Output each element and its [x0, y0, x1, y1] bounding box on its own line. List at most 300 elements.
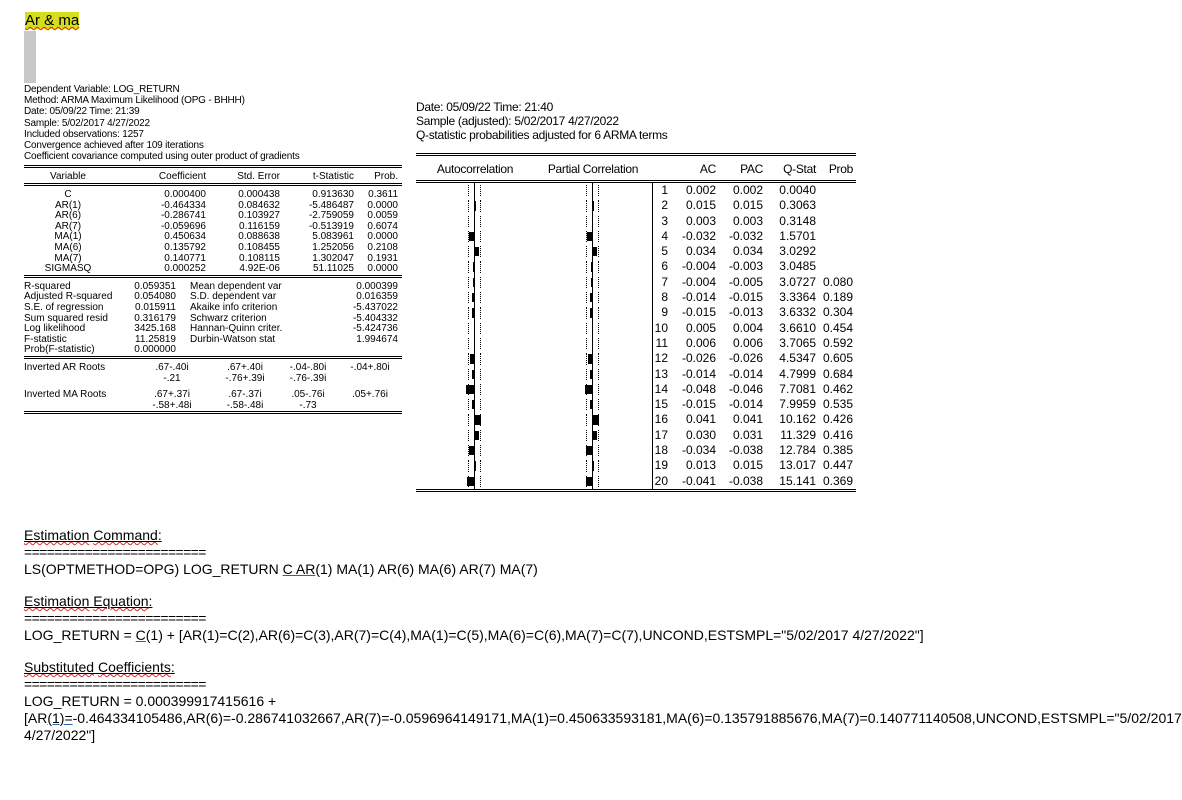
coef-variable: AR(6) [54, 210, 82, 222]
prob-value: 0.605 [822, 351, 853, 366]
zero-axis-line [592, 367, 593, 382]
q-stat-value: 0.0040 [779, 183, 816, 197]
header-line-method: Method: ARMA Maximum Likelihood (OPG - BHHH) [24, 95, 245, 107]
coef-std-error: 4.92E-06 [239, 263, 280, 275]
prob-value: 0.189 [822, 290, 853, 305]
pac-value: 0.034 [732, 244, 763, 259]
q-stat-value: 0.3063 [779, 198, 816, 213]
col-header-variable: Variable [50, 171, 86, 183]
pac-value: 0.031 [732, 427, 763, 442]
correlation-bar [473, 262, 474, 271]
prob-value [819, 244, 856, 259]
coef-prob: 0.3611 [368, 189, 398, 201]
coef-prob: 0.0000 [367, 231, 398, 243]
partial-correlation-bar-cell [534, 275, 652, 290]
partial-correlation-bar-cell [534, 336, 652, 351]
pac-value: -0.015 [728, 290, 763, 305]
confidence-bound-line [598, 200, 599, 211]
separator-line: ======================== [24, 676, 206, 692]
stat-label [190, 345, 316, 356]
confidence-bound-line [598, 292, 599, 303]
correlation-bar [588, 354, 592, 363]
coef-value: -0.286741 [160, 210, 206, 222]
confidence-bound-line [480, 277, 481, 288]
coef-std-error: 0.084632 [238, 199, 280, 211]
substituted-coefficients-line: LOG_RETURN = 0.000399917415616 + [AR(1)=-0.464334105486,AR(6)=-0.286741032667,AR(7)=-0.0596964149171,MA(1)=0.450633593181,MA(6)=0.135791885676,MA(7)=0.140771140508,UNCOND,ESTSMPL="5/02/2017 4/27/2022"] [24, 693, 1182, 743]
autocorrelation-bar-cell [416, 244, 534, 259]
confidence-bound-line [468, 414, 469, 425]
stat-label: Durbin-Watson stat [190, 333, 276, 345]
col-header-t-statistic: t-Statistic [312, 171, 354, 183]
confidence-bound-line [586, 277, 587, 288]
correlation-bar [592, 217, 593, 226]
correlogram-row [416, 182, 856, 199]
document-title-text: Ar & ma [25, 12, 80, 29]
coef-t-statistic: -2.759059 [308, 210, 354, 222]
correlogram-row [416, 198, 856, 213]
prob-value [819, 229, 856, 244]
correlation-bar [592, 201, 594, 210]
stat-label: Akaike info criterion [190, 301, 278, 313]
confidence-bound-line [586, 185, 587, 196]
autocorrelation-bar-cell [416, 214, 534, 229]
coef-t-statistic: -5.486487 [308, 199, 354, 211]
ac-value: -0.034 [681, 443, 716, 458]
ac-value: -0.041 [681, 473, 716, 488]
pac-value: 0.004 [732, 320, 763, 335]
stat-value: -5.437022 [352, 301, 398, 313]
q-stat-value: 4.7999 [779, 366, 816, 381]
prob-value [819, 198, 856, 213]
confidence-bound-line [586, 246, 587, 257]
stat-value: 3425.168 [134, 323, 176, 335]
correlogram-row [416, 412, 856, 427]
correlogram-row [416, 214, 856, 229]
confidence-bound-line [598, 338, 599, 349]
autocorrelation-bar-cell [416, 428, 534, 443]
pac-value: 0.041 [732, 412, 763, 427]
confidence-bound-line [480, 445, 481, 456]
confidence-bound-line [598, 369, 599, 380]
header-line-sample: Sample: 5/02/2017 4/27/2022 [24, 117, 150, 129]
q-stat-value: 7.7081 [779, 381, 816, 396]
correlation-bar [473, 278, 474, 287]
confidence-bound-line [480, 246, 481, 257]
stat-label: Hannan-Quinn criter. [190, 323, 283, 335]
confidence-bound-line [468, 277, 469, 288]
confidence-bound-line [586, 323, 587, 334]
confidence-bound-line [598, 430, 599, 441]
estimation-command-line: LS(OPTMETHOD=OPG) LOG_RETURN C AR(1) MA(1) AR(6) MA(6) AR(7) MA(7) [24, 561, 538, 577]
coef-variable: SIGMASQ [44, 263, 92, 275]
col-header-pac: PAC [740, 162, 763, 176]
coef-prob: 0.0000 [367, 199, 398, 211]
roots-row [24, 387, 402, 401]
pac-value: -0.014 [728, 397, 763, 412]
header-line-dependent: Dependent Variable: LOG_RETURN [24, 84, 180, 95]
header-line-covariance: Coefficient covariance computed using outer product of gradients [24, 151, 300, 163]
ac-value: -0.004 [681, 274, 716, 289]
confidence-bound-line [598, 261, 599, 272]
partial-correlation-bar-cell [534, 367, 652, 382]
partial-correlation-bar-cell [534, 259, 652, 274]
lag-number: 12 [652, 351, 672, 366]
coef-variable: AR(7) [54, 220, 82, 232]
correlogram-row [416, 367, 856, 382]
lag-number: 15 [652, 397, 672, 412]
confidence-bound-line [480, 369, 481, 380]
q-stat-value: 3.6332 [779, 305, 816, 320]
autocorrelation-bar-cell [416, 458, 534, 473]
pac-value: -0.003 [728, 259, 763, 274]
col-header-std-error: Std. Error [237, 171, 280, 183]
separator-line: ======================== [24, 544, 206, 560]
confidence-bound-line [468, 460, 469, 471]
correlation-bar [472, 400, 474, 409]
estimation-equation-heading: Estimation Equation: [24, 593, 153, 609]
partial-correlation-bar-cell [534, 321, 652, 336]
correlation-bar [472, 293, 474, 302]
inverted-roots [24, 363, 402, 411]
coef-std-error: 0.000438 [238, 189, 280, 201]
confidence-bound-line [586, 307, 587, 318]
correlation-bar [591, 278, 592, 287]
confidence-bound-line [468, 399, 469, 410]
coef-std-error: 0.116159 [239, 220, 280, 232]
pac-value: -0.014 [728, 366, 763, 381]
confidence-bound-line [480, 384, 481, 395]
zero-axis-line [474, 259, 475, 274]
substituted-coefficients-heading: Substituted Coefficients: [24, 659, 175, 675]
confidence-bound-line [586, 414, 587, 425]
coef-variable: C [64, 189, 72, 201]
prob-value: 0.454 [822, 320, 853, 335]
root-value: -.04-.80i [289, 361, 327, 373]
correlogram-row [416, 259, 856, 274]
stat-value: 0.015911 [135, 301, 176, 313]
estimation-output-panel [24, 84, 402, 418]
autocorrelation-bar-cell [416, 198, 534, 213]
autocorrelation-bar-cell [416, 474, 534, 491]
col-header-prob: Prob. [374, 171, 398, 183]
confidence-bound-line [480, 399, 481, 410]
ac-value: -0.015 [681, 305, 716, 320]
ac-value: 0.003 [685, 213, 716, 228]
confidence-bound-line [468, 323, 469, 334]
q-stat-value: 3.0727 [779, 274, 816, 289]
correlation-bar [590, 293, 592, 302]
coef-prob: 0.0000 [367, 263, 398, 275]
autocorrelation-bar-cell [416, 229, 534, 244]
ac-value: -0.032 [681, 228, 716, 243]
stat-label: Log likelihood [24, 323, 86, 335]
partial-correlation-bar-cell [534, 412, 652, 427]
correlation-bar [472, 308, 474, 317]
root-value: .67-.40i [155, 361, 189, 373]
correlogram-row [416, 336, 856, 351]
pac-value: -0.046 [728, 381, 763, 396]
confidence-bound-line [468, 307, 469, 318]
confidence-bound-line [480, 307, 481, 318]
prob-value: 0.416 [822, 427, 853, 442]
ac-value: 0.041 [685, 412, 716, 427]
correlation-bar [474, 186, 475, 195]
roots-row [24, 363, 402, 374]
prob-value: 0.385 [822, 443, 853, 458]
partial-correlation-bar-cell [534, 474, 652, 491]
roots-label [24, 374, 132, 388]
correlogram-header [416, 100, 667, 142]
prob-value: 0.592 [822, 335, 853, 350]
command-text-block [24, 527, 1182, 759]
zero-axis-line [474, 367, 475, 382]
q-stat-value: 3.0485 [779, 259, 816, 274]
coef-prob: 0.2108 [367, 241, 398, 253]
zero-axis-line [592, 259, 593, 274]
autocorrelation-bar-cell [416, 412, 534, 427]
coef-value: 0.140771 [164, 252, 206, 264]
q-stat-value: 15.141 [779, 473, 816, 488]
confidence-bound-line [468, 338, 469, 349]
correlation-bar [592, 431, 597, 440]
prob-value: 0.080 [822, 274, 853, 289]
confidence-bound-line [480, 200, 481, 211]
stats-row [24, 345, 402, 356]
zero-axis-line [592, 275, 593, 290]
coef-t-statistic: 0.913630 [312, 189, 354, 201]
ac-value: -0.026 [681, 351, 716, 366]
col-header-autocorrelation: Autocorrelation [436, 162, 514, 176]
confidence-bound-line [598, 277, 599, 288]
stat-label: Adjusted R-squared [24, 291, 113, 303]
q-stat-value: 1.5701 [779, 228, 816, 243]
q-stat-value: 0.3148 [779, 213, 816, 228]
correlogram-row [416, 397, 856, 412]
correlation-bar [592, 186, 593, 195]
gray-bracket-decoration [24, 31, 36, 83]
autocorrelation-bar-cell [416, 382, 534, 397]
prob-value: 0.369 [822, 473, 853, 488]
stat-label: Sum squared resid [24, 312, 108, 324]
equation-link-c[interactable]: C [135, 627, 146, 643]
roots-label: Inverted MA Roots [24, 389, 107, 401]
coef-t-statistic: 1.252056 [312, 241, 354, 253]
confidence-bound-line [586, 338, 587, 349]
correlogram-row [416, 458, 856, 473]
root-value: .67+.37i [154, 389, 190, 401]
zero-axis-line [592, 474, 593, 489]
prob-value: 0.684 [822, 366, 853, 381]
root-value: -.73 [299, 399, 317, 411]
correlation-bar [466, 385, 474, 394]
correlation-bar [592, 339, 593, 348]
stat-label: F-statistic [24, 333, 67, 345]
separator-line: ======================== [24, 610, 206, 626]
ac-value: 0.005 [685, 320, 716, 335]
q-stat-value: 3.7065 [779, 335, 816, 350]
partial-correlation-bar-cell [534, 351, 652, 366]
correlation-bar [474, 431, 479, 440]
col-header-q-stat: Q-Stat [783, 162, 816, 176]
col-header-prob: Prob [828, 162, 853, 176]
ac-value: 0.013 [685, 458, 716, 473]
autocorrelation-bar-cell [416, 443, 534, 458]
zero-axis-line [474, 443, 475, 458]
stat-value: 0.000000 [134, 344, 176, 356]
ac-value: 0.006 [685, 335, 716, 350]
q-stat-value: 10.162 [779, 412, 816, 427]
correlation-bar [474, 461, 476, 470]
confidence-bound-line [598, 323, 599, 334]
stat-label: S.E. of regression [24, 301, 104, 313]
pac-value: 0.006 [732, 335, 763, 350]
correlation-bar [474, 201, 476, 210]
prob-value [819, 182, 856, 199]
coef-value: -0.059696 [160, 220, 206, 232]
correlation-bar [474, 324, 475, 333]
zero-axis-line [474, 474, 475, 489]
correlogram-row [416, 428, 856, 443]
header-line-observations: Included observations: 1257 [24, 128, 144, 140]
correlation-bar [590, 308, 592, 317]
pac-value: 0.003 [732, 213, 763, 228]
col-header-ac: AC [699, 162, 716, 176]
autocorrelation-bar-cell [416, 397, 534, 412]
roots-row [24, 401, 402, 412]
lag-number: 14 [652, 382, 672, 397]
q-stat-value: 3.6610 [779, 320, 816, 335]
ac-value: 0.034 [685, 244, 716, 259]
ac-value: 0.002 [685, 183, 716, 197]
confidence-bound-line [598, 399, 599, 410]
correlation-bar [585, 385, 592, 394]
confidence-bound-line [480, 430, 481, 441]
zero-axis-line [474, 275, 475, 290]
correlation-bar [474, 415, 481, 424]
confidence-bound-line [480, 353, 481, 364]
ac-value: -0.015 [681, 397, 716, 412]
zero-axis-line [474, 397, 475, 412]
ac-value: -0.004 [681, 259, 716, 274]
q-stat-value: 4.5347 [779, 351, 816, 366]
header-line-convergence: Convergence achieved after 109 iterations [24, 140, 204, 152]
confidence-bound-line [480, 323, 481, 334]
ac-value: -0.014 [681, 366, 716, 381]
col-header-partial-correlation: Partial Correlation [547, 162, 639, 176]
partial-correlation-bar-cell [534, 443, 652, 458]
autocorrelation-bar-cell [416, 351, 534, 366]
partial-correlation-bar-cell [534, 244, 652, 259]
confidence-bound-line [480, 460, 481, 471]
root-value: .67+.40i [227, 361, 263, 373]
correlation-bar [592, 415, 599, 424]
substituted-coefficients-section [24, 659, 1182, 744]
correlogram-row [416, 321, 856, 336]
coef-header-row [24, 172, 402, 184]
q-stat-value: 3.3364 [779, 290, 816, 305]
confidence-bound-line [598, 384, 599, 395]
corr-header-date: Date: 05/09/22 Time: 21:40 [416, 100, 553, 114]
confidence-bound-line [480, 476, 481, 487]
lag-number: 19 [652, 458, 672, 473]
lag-number: 20 [652, 474, 672, 491]
confidence-bound-line [480, 292, 481, 303]
correlation-bar [469, 446, 474, 455]
pac-value: -0.038 [728, 473, 763, 488]
estimation-command-section [24, 527, 1024, 578]
substituted-link-1[interactable]: (1)= [47, 710, 73, 726]
confidence-bound-line [598, 216, 599, 227]
q-stat-value: 7.9959 [779, 397, 816, 412]
confidence-bound-line [480, 261, 481, 272]
lag-number: 6 [652, 259, 672, 274]
prob-value: 0.447 [822, 458, 853, 473]
autocorrelation-bar-cell [416, 259, 534, 274]
correlation-bar [586, 477, 592, 486]
stat-value: 0.054080 [134, 291, 176, 303]
autocorrelation-bar-cell [416, 275, 534, 290]
col-header-coefficient: Coefficient [158, 171, 206, 183]
correlation-bar [590, 400, 592, 409]
zero-axis-line [592, 351, 593, 366]
correlation-bar [587, 232, 592, 241]
coef-prob: 0.1931 [367, 252, 398, 264]
correlation-bar [472, 370, 474, 379]
coefficient-table [24, 165, 402, 190]
command-link-c-ar[interactable]: C AR [282, 561, 316, 577]
lag-number: 2 [652, 198, 672, 213]
q-stat-value: 11.329 [780, 427, 816, 442]
lag-number: 11 [652, 336, 672, 351]
stat-value: 11.25819 [135, 333, 176, 345]
prob-value [819, 214, 856, 229]
pac-value: 0.015 [732, 458, 763, 473]
coef-t-statistic: -0.513919 [308, 220, 354, 232]
q-stat-value: 13.017 [779, 458, 816, 473]
q-stat-value: 3.0292 [779, 244, 816, 259]
confidence-bound-line [480, 231, 481, 242]
coef-t-statistic: 51.11025 [313, 263, 354, 275]
autocorrelation-bar-cell [416, 290, 534, 305]
coef-row [24, 264, 402, 275]
ac-value: 0.030 [685, 427, 716, 442]
prob-value [819, 259, 856, 274]
zero-axis-line [474, 351, 475, 366]
document-title [24, 10, 80, 31]
partial-correlation-bar-cell [534, 214, 652, 229]
confidence-bound-line [468, 246, 469, 257]
confidence-bound-line [468, 216, 469, 227]
correlation-bar [469, 232, 474, 241]
pac-value: -0.013 [728, 305, 763, 320]
prob-value: 0.462 [822, 381, 853, 396]
root-value: -.76-.39i [289, 372, 327, 384]
zero-axis-line [474, 305, 475, 320]
roots-label [24, 401, 132, 412]
autocorrelation-bar-cell [416, 321, 534, 336]
root-value: -.58+.48i [152, 399, 192, 411]
confidence-bound-line [586, 200, 587, 211]
correlogram-row [416, 305, 856, 320]
confidence-bound-line [480, 216, 481, 227]
confidence-bound-line [468, 430, 469, 441]
lag-number: 1 [652, 182, 672, 199]
correlogram-row [416, 351, 856, 366]
coef-t-statistic: 1.302047 [312, 252, 354, 264]
coef-prob: 0.6074 [367, 220, 398, 232]
lag-number: 18 [652, 443, 672, 458]
pac-value: -0.026 [728, 351, 763, 366]
